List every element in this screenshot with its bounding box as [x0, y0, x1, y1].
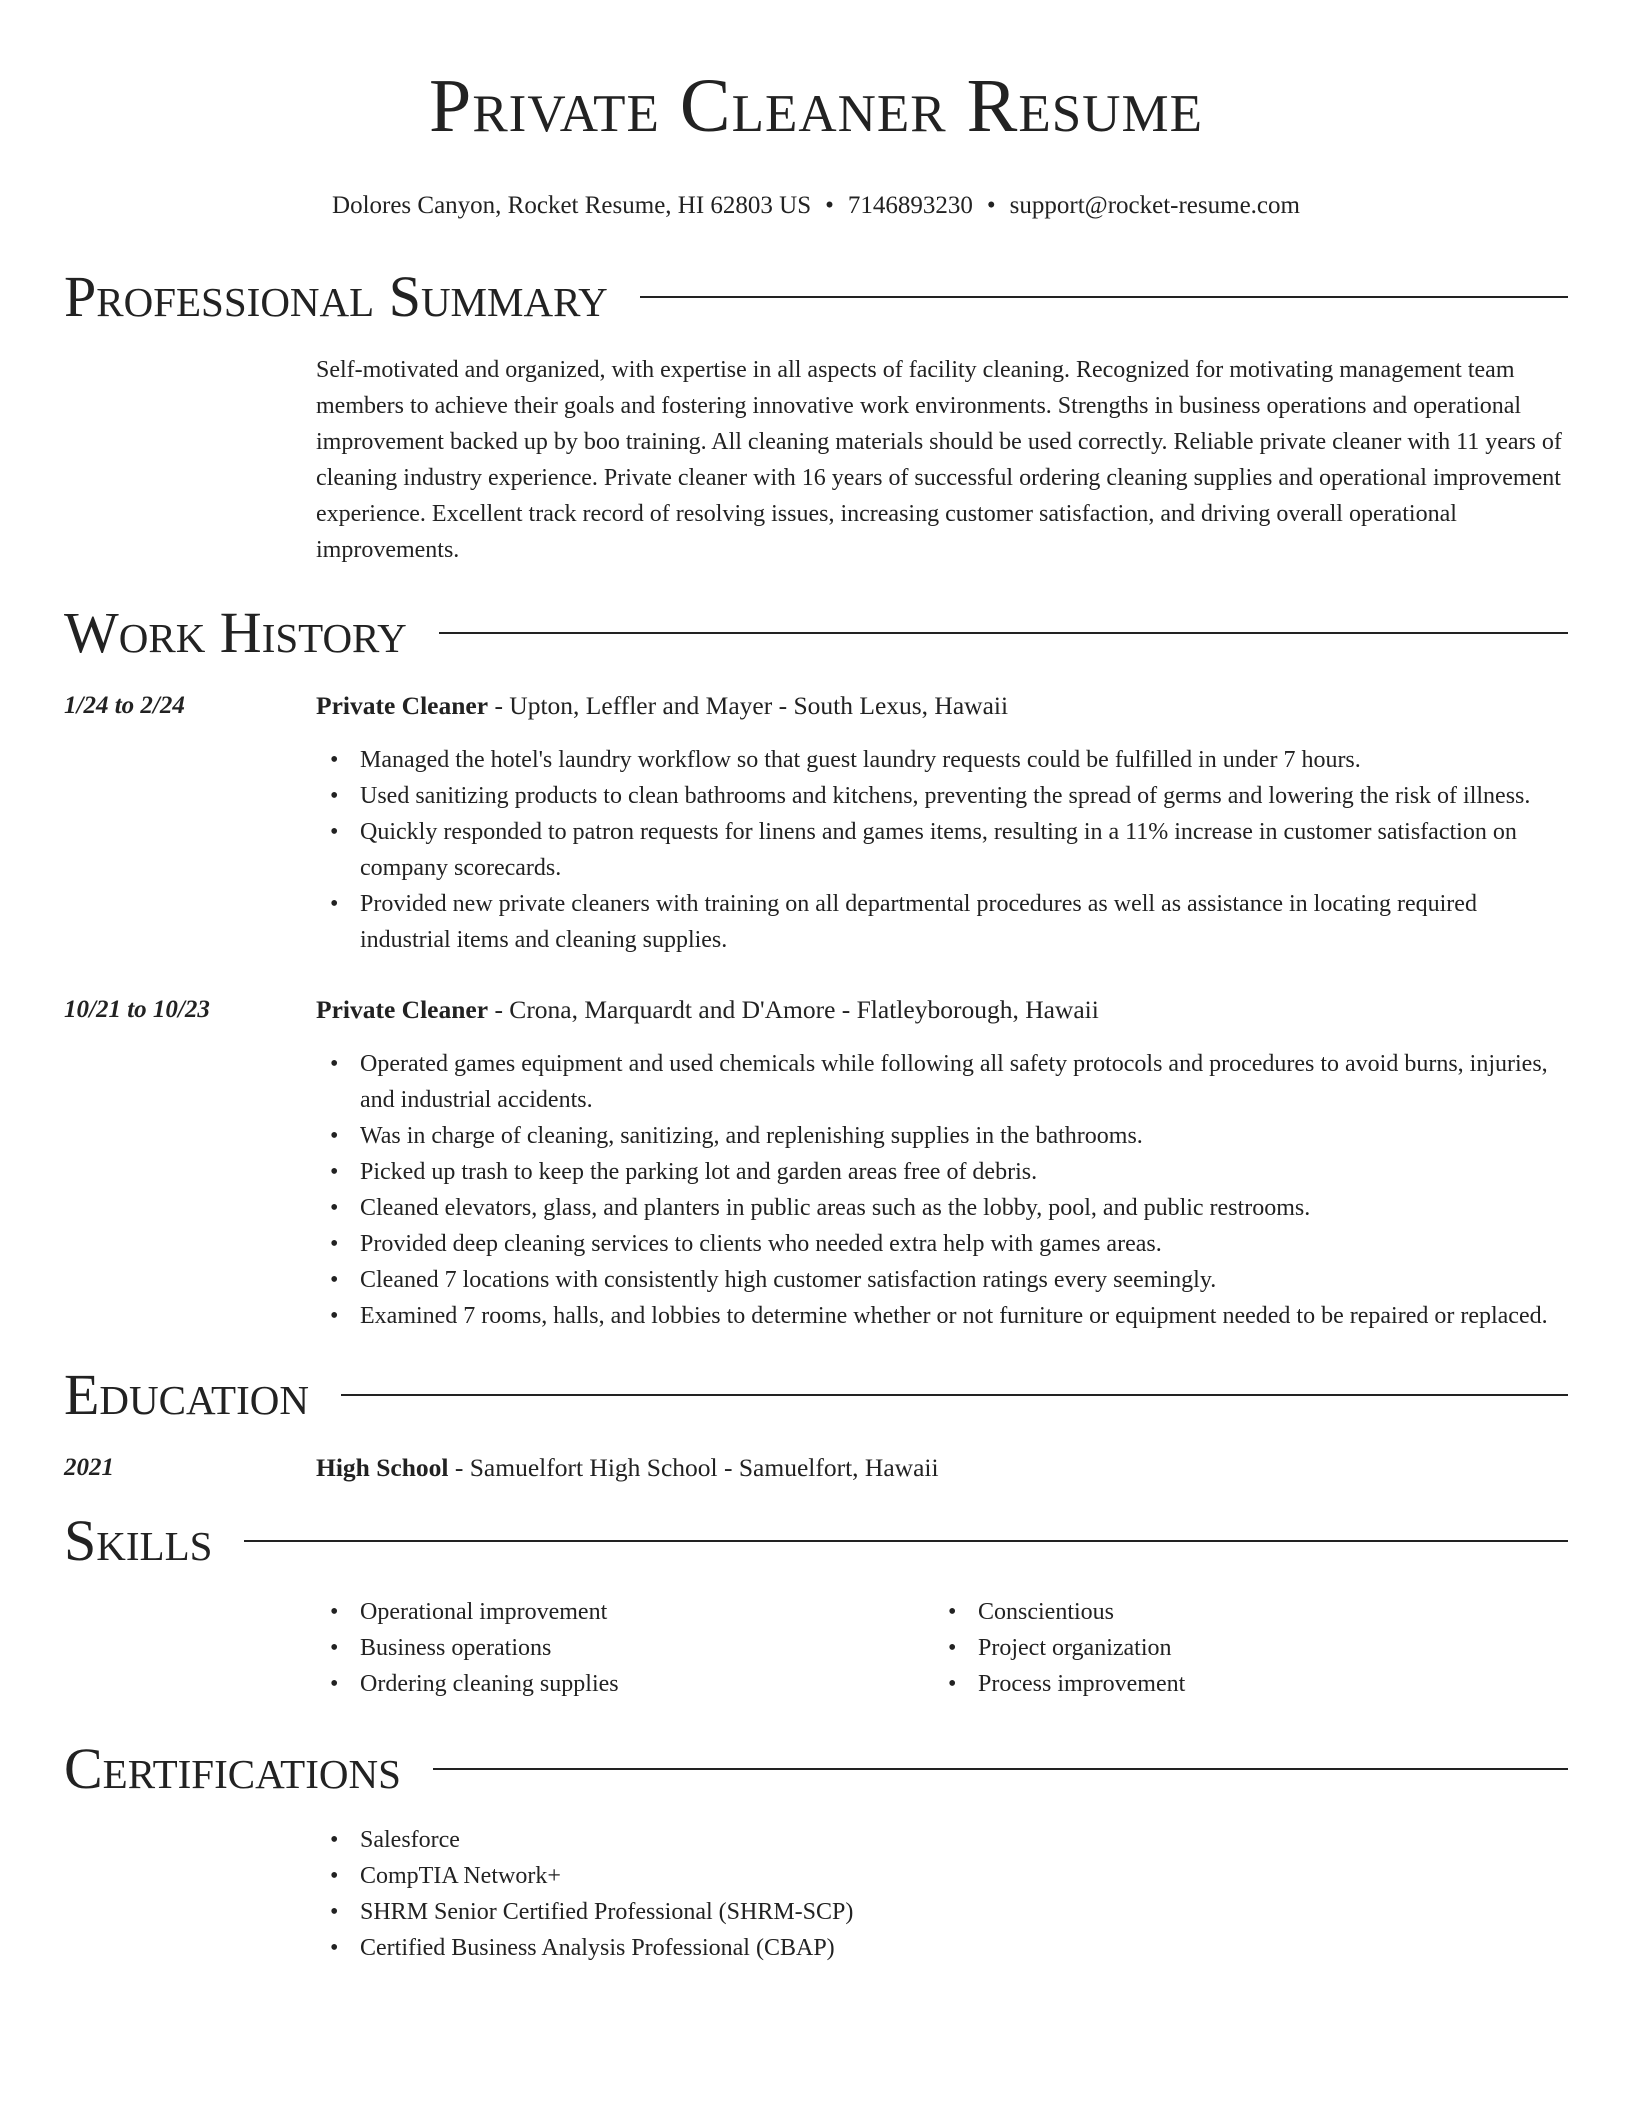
section-divider: [341, 1394, 1568, 1396]
resume-title: Private Cleaner Resume: [429, 64, 1203, 148]
section-header-skills: [64, 1506, 1568, 1576]
section-header-certifications: [64, 1734, 1568, 1804]
section-divider: [640, 296, 1568, 298]
summary-text: Self-motivated and organized, with expertise in all aspects of facility cleaning. Recognized for motivating management team members to achieve their goals and fostering innovative work environments. Strengths in business operations and operational improvement backed up by boo training. All cleaning materials should be used correctly. Reliable private cleaner with 11 years of cleaning industry experience. Private cleaner with 16 years of successful ordering cleaning supplies and operational improvement experience. Excellent track record of resolving issues, increasing customer satisfaction, and driving overall operational improvements.: [316, 357, 1562, 563]
job-dates: 1/24 to 2/24: [64, 692, 185, 719]
contact-line: [64, 190, 1568, 222]
skills-list: [64, 1594, 1568, 1702]
list-item: • Picked up trash to keep the parking lot and garden areas free of debris.: [316, 1154, 1568, 1190]
section-title-summary: Professional Summary: [64, 264, 608, 329]
skills-column-right: [934, 1594, 1552, 1702]
list-item: • Examined 7 rooms, halls, and lobbies to determine whether or not furniture or equipment needed to be repaired or replaced.: [316, 1298, 1568, 1334]
list-item: • Project organization: [934, 1630, 1552, 1666]
section-header-work: [64, 598, 1568, 668]
section-header-education: [64, 1360, 1568, 1430]
list-item: • SHRM Senior Certified Professional (SHRM-SCP): [316, 1894, 1568, 1930]
list-item: • Operational improvement: [316, 1594, 934, 1630]
job-details: - Crona, Marquardt and D'Amore - Flatleyborough, Hawaii: [488, 995, 1099, 1024]
section-title-education: Education: [64, 1362, 309, 1427]
list-item: • Provided deep cleaning services to clients who needed extra help with games areas.: [316, 1226, 1568, 1262]
certifications-items: [316, 1822, 1568, 1966]
section-divider: [439, 632, 1568, 634]
section-divider: [244, 1540, 1568, 1542]
certifications-list: [64, 1822, 1568, 1966]
job-title: Private Cleaner: [316, 691, 489, 720]
job-entry: [64, 992, 1568, 1334]
job-heading: [316, 688, 1568, 724]
education-heading: [316, 1450, 1568, 1486]
job-dates: 10/21 to 10/23: [64, 996, 210, 1023]
list-item: • Business operations: [316, 1630, 934, 1666]
list-item: • Quickly responded to patron requests for linens and games items, resulting in a 11% increase in customer satisfaction on company scorecards.: [316, 814, 1568, 886]
section-header-summary: [64, 262, 1568, 332]
education-entry: [64, 1450, 1568, 1486]
list-item: • Used sanitizing products to clean bathrooms and kitchens, preventing the spread of germs and lowering the risk of illness.: [316, 778, 1568, 814]
list-item: • Operated games equipment and used chemicals while following all safety protocols and procedures to avoid burns, injuries, and industrial accidents.: [316, 1046, 1568, 1118]
education-year: 2021: [64, 1454, 114, 1481]
list-item: • Provided new private cleaners with training on all departmental procedures as well as assistance in locating required industrial items and cleaning supplies.: [316, 886, 1568, 958]
list-item: • Cleaned elevators, glass, and planters in public areas such as the lobby, pool, and public restrooms.: [316, 1190, 1568, 1226]
list-item: • CompTIA Network+: [316, 1858, 1568, 1894]
job-bullets: [316, 1046, 1568, 1334]
section-divider: [433, 1768, 1568, 1770]
contact-separator: •: [986, 192, 996, 219]
list-item: • Cleaned 7 locations with consistently high customer satisfaction ratings every seemingly.: [316, 1262, 1568, 1298]
list-item: • Was in charge of cleaning, sanitizing, and replenishing supplies in the bathrooms.: [316, 1118, 1568, 1154]
section-title-work: Work History: [64, 600, 407, 665]
education-details: - Samuelfort High School - Samuelfort, Hawaii: [448, 1453, 939, 1482]
education-degree: High School: [316, 1453, 449, 1482]
list-item: • Certified Business Analysis Professional (CBAP): [316, 1930, 1568, 1966]
contact-phone: 7146893230: [847, 192, 973, 219]
skills-column-left: [316, 1594, 934, 1702]
section-title-skills: Skills: [64, 1508, 213, 1573]
list-item: • Process improvement: [934, 1666, 1552, 1702]
contact-address: Dolores Canyon, Rocket Resume, HI 62803 US: [332, 192, 812, 219]
job-heading: [316, 992, 1568, 1028]
section-title-certifications: Certifications: [64, 1736, 401, 1801]
job-title: Private Cleaner: [316, 995, 489, 1024]
contact-separator: •: [825, 192, 834, 219]
list-item: • Ordering cleaning supplies: [316, 1666, 934, 1702]
list-item: • Conscientious: [934, 1594, 1552, 1630]
list-item: • Salesforce: [316, 1822, 1568, 1858]
job-entry: [64, 688, 1568, 958]
job-details: - Upton, Leffler and Mayer - South Lexus, Hawaii: [488, 691, 1009, 720]
list-item: • Managed the hotel's laundry workflow so that guest laundry requests could be fulfilled in under 7 hours.: [316, 742, 1568, 778]
contact-email: support@rocket-resume.com: [1009, 192, 1300, 219]
job-bullets: [316, 742, 1568, 958]
